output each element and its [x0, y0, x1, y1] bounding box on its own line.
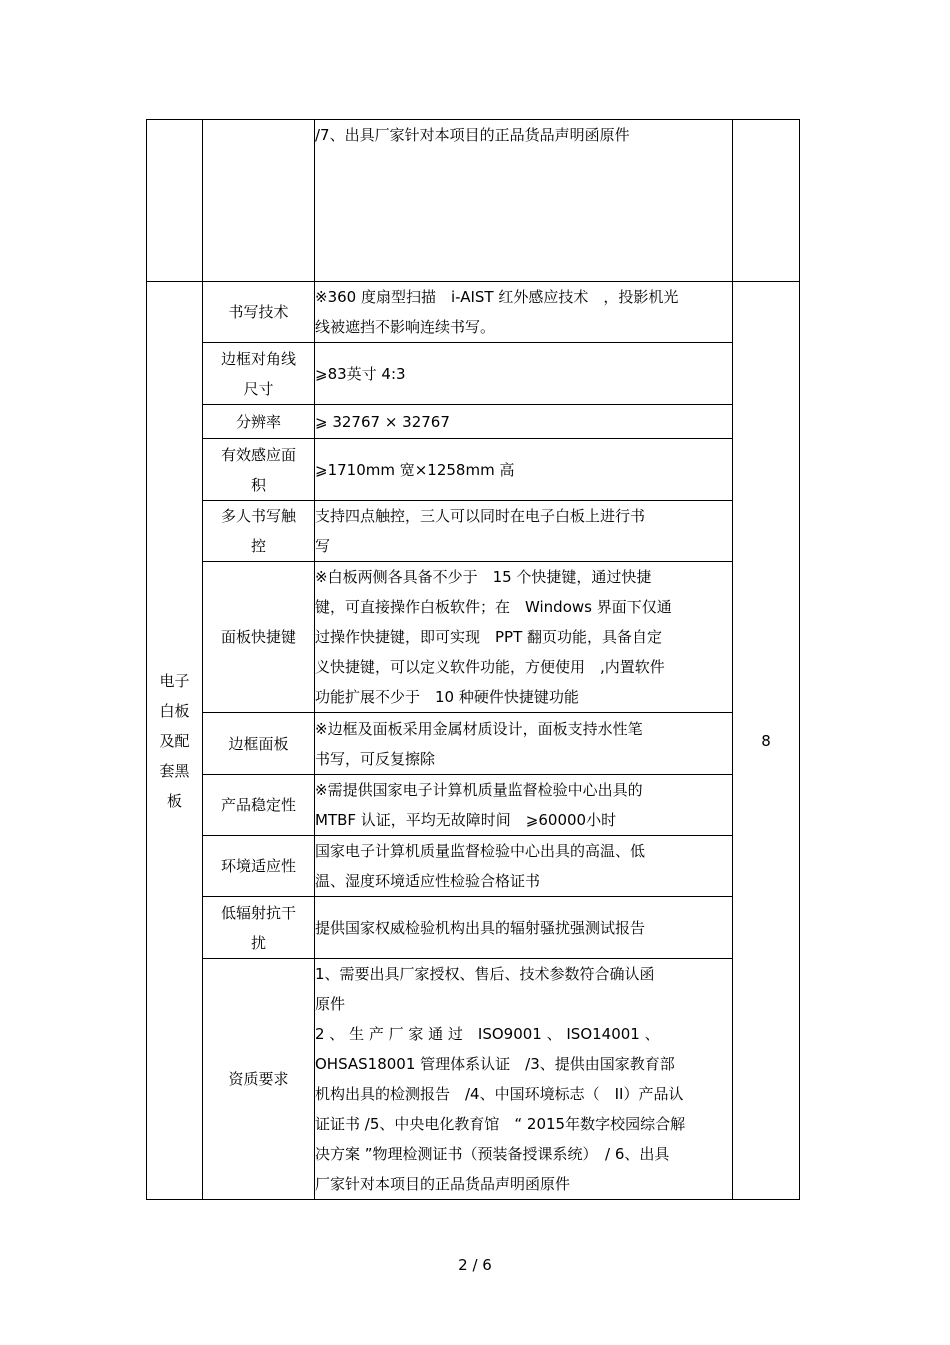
item-name-cell — [203, 836, 315, 897]
item-name-line: 面板快捷键 — [220, 628, 296, 646]
table-row — [147, 405, 800, 439]
item-name-cell — [203, 439, 315, 501]
item-name-cell — [203, 775, 315, 836]
spec-line: 提供国家权威检验机构出具的辐射骚扰强测试报告 — [315, 918, 646, 937]
spec-cell — [315, 282, 733, 343]
item-name-line: 积 — [250, 475, 266, 494]
spec-line: 1、需要出具厂家授权、售后、技术参数符合确认函 — [315, 965, 655, 983]
item-name-cell — [203, 959, 315, 1200]
table-row — [147, 836, 800, 897]
item-name-cell — [203, 405, 315, 439]
spec-line: 键，可直接操作白板软件；在 Windows 界面下仅通 — [315, 598, 672, 616]
spec-line: ※白板两侧各具备不少于 15 个快捷键，通过快捷 — [315, 568, 652, 586]
quantity-cell: 8 — [733, 282, 800, 1200]
spec-line: 决方案 ”物理检测证书（预装备授课系统） / 6、出具 — [315, 1145, 670, 1163]
table-row — [147, 775, 800, 836]
table-row — [147, 282, 800, 343]
spec-cell — [315, 501, 733, 562]
table-row — [147, 959, 800, 1200]
category-line: 套黑 — [159, 761, 190, 780]
spec-line: ※需提供国家电子计算机质量监督检验中心出具的 — [315, 781, 643, 799]
category-cell-empty — [147, 120, 203, 282]
item-name-line: 控 — [250, 537, 266, 555]
item-name-cell — [203, 343, 315, 405]
item-name-line: 书写技术 — [228, 303, 289, 321]
table-row — [147, 343, 800, 405]
item-name-line: 边框对角线 — [220, 349, 296, 368]
spec-line: 证证书 /5、中央电化教育馆 “ 2015年数字校园综合解 — [315, 1115, 686, 1133]
spec-line: 国家电子计算机质量监督检验中心出具的高温、低 — [315, 842, 646, 860]
spec-line: ※边框及面板采用金属材质设计，面板支持水性笔 — [315, 719, 643, 738]
item-name-line: 资质要求 — [228, 1070, 289, 1088]
spec-cell — [315, 120, 733, 282]
spec-cell — [315, 836, 733, 897]
item-name-cell — [203, 282, 315, 343]
spec-table — [146, 119, 800, 1200]
spec-cell — [315, 405, 733, 439]
spec-line: 支持四点触控，三人可以同时在电子白板上进行书 — [315, 507, 646, 525]
quantity-cell-empty — [733, 120, 800, 282]
spec-cell — [315, 343, 733, 405]
item-name-line: 环境适应性 — [220, 857, 296, 875]
item-name-line: 边框面板 — [228, 734, 289, 753]
item-name-cell — [203, 897, 315, 959]
table-row-continued — [147, 120, 800, 282]
spec-line: 温、湿度环境适应性检验合格证书 — [315, 872, 541, 890]
table-row — [147, 501, 800, 562]
spec-line: 机构出具的检测报告 /4、中国环境标志（ II）产品认 — [315, 1085, 684, 1103]
item-name-line: 分辨率 — [235, 412, 281, 431]
spec-cell — [315, 897, 733, 959]
item-name-line: 低辐射抗干 — [220, 903, 296, 922]
category-line: 及配 — [159, 731, 190, 750]
item-name-line: 尺寸 — [243, 379, 274, 398]
spec-line: ⩾1710mm 宽×1258mm 高 — [315, 460, 515, 479]
item-name-line: 产品稳定性 — [220, 796, 296, 814]
table-row — [147, 897, 800, 959]
category-line: 电子 — [159, 671, 190, 690]
spec-cell — [315, 439, 733, 501]
spec-line: 书写，可反复擦除 — [315, 749, 436, 768]
spec-line: ⩾83英寸 4:3 — [315, 364, 406, 383]
spec-cell — [315, 959, 733, 1200]
spec-line: MTBF 认证，平均无故障时间 ⩾60000小时 — [315, 811, 617, 829]
item-name-cell — [203, 713, 315, 775]
table-row — [147, 562, 800, 713]
spec-line: ⩾ 32767 × 32767 — [315, 412, 450, 431]
item-cell-empty — [203, 120, 315, 282]
item-name-cell — [203, 562, 315, 713]
table-row — [147, 439, 800, 501]
spec-line: 厂家针对本项目的正品货品声明函原件 — [315, 1175, 571, 1193]
spec-line: 过操作快捷键，即可实现 PPT 翻页功能，具备自定 — [315, 628, 663, 646]
spec-cell — [315, 775, 733, 836]
table-row — [147, 713, 800, 775]
item-name-line: 有效感应面 — [220, 445, 296, 464]
spec-line: 原件 — [315, 995, 346, 1013]
category-line: 白板 — [159, 701, 190, 720]
spec-line: 2 、 生 产 厂 家 通 过 ISO9001 、 ISO14001 、 — [315, 1025, 660, 1043]
spec-cell — [315, 562, 733, 713]
spec-text: /7、出具厂家针对本项目的正品货品声明函原件 — [315, 126, 630, 144]
spec-line: OHSAS18001 管理体系认证 /3、提供由国家教育部 — [315, 1055, 675, 1073]
spec-line: 功能扩展不少于 10 种硬件快捷键功能 — [315, 688, 579, 706]
spec-line: 线被遮挡不影响连续书写。 — [315, 318, 496, 336]
category-line: 板 — [166, 791, 182, 810]
page-number: 2 / 6 — [458, 1256, 492, 1274]
spec-line: 写 — [315, 537, 331, 555]
item-name-line: 扰 — [250, 933, 266, 952]
spec-cell — [315, 713, 733, 775]
item-name-cell — [203, 501, 315, 562]
item-name-line: 多人书写触 — [220, 507, 296, 525]
category-cell — [147, 282, 203, 1200]
spec-line: 义快捷键，可以定义软件功能，方便使用 ,内置软件 — [315, 658, 665, 676]
spec-line: ※360 度扇型扫描 i-AIST 红外感应技术 ，投影机光 — [315, 288, 679, 306]
